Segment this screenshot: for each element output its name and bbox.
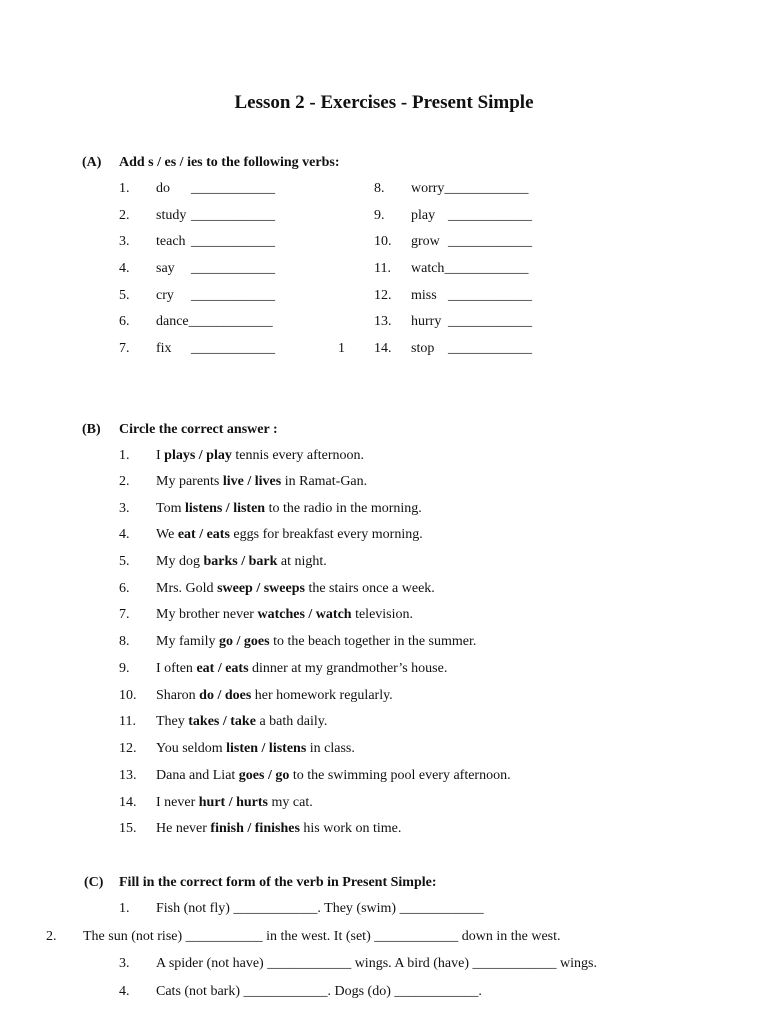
sentence-start: Sharon [156,688,200,703]
answer-choice[interactable]: live / lives [222,474,282,489]
item-number: 3. [119,956,130,971]
answer-blank: ____________ [191,208,275,223]
answer-choice[interactable]: eat / eats [177,527,230,542]
verb: do [156,181,170,196]
sentence [156,581,435,597]
item-text [411,208,532,224]
item-number: 14. [119,795,137,810]
item-number: 9. [119,661,130,676]
item-text [156,341,275,357]
item-number: 6. [119,581,130,596]
sentence [156,741,355,757]
item-text [411,341,532,357]
answer-choice[interactable]: sweep / sweeps [217,581,305,596]
item-text [411,261,528,277]
item-text [411,234,532,250]
sentence-end: to the swimming pool every afternoon. [289,768,511,783]
item-text [156,314,273,330]
answer-choice[interactable]: hurt / hurts [198,795,268,810]
answer-choice[interactable]: finish / finishes [210,821,300,836]
fill-in-sentence[interactable]: Cats (not bark) ____________. Dogs (do) ____________. [156,984,482,999]
item-text [156,208,275,224]
sentence-start: My family [156,634,219,649]
sentence [156,661,447,677]
page-number: 1 [338,341,345,356]
item-number: 7. [119,341,130,356]
sentence-end: at night. [277,554,327,569]
sentence-start: I never [156,795,199,810]
verb: study [156,208,187,223]
answer-blank: ____________ [191,261,275,276]
verb: play [411,208,436,223]
item-number: 14. [374,341,392,356]
sentence [156,795,313,811]
verb: worry [411,181,445,196]
sentence-end: in class. [306,741,355,756]
answer-blank: ____________ [191,181,275,196]
item-number: 12. [374,288,392,303]
sentence [156,448,364,464]
sentence-end: a bath daily. [255,714,328,729]
section-a-heading [82,155,340,171]
answer-blank: ____________ [444,181,529,196]
page-title: Lesson 2 - Exercises - Present Simple [234,92,534,113]
sentence [156,634,476,650]
item-number: 8. [374,181,385,196]
verb: cry [156,288,174,303]
sentence-end: television. [351,607,414,622]
verb: fix [156,341,172,356]
item-number: 12. [119,741,137,756]
item-number: 10. [374,234,392,249]
answer-choice[interactable]: go / goes [219,634,270,649]
sentence [156,554,327,570]
section-b-heading [82,422,278,438]
item-number: 11. [374,261,391,276]
answer-choice[interactable]: watches / watch [257,607,352,622]
section-c-letter: (C) [84,875,104,890]
item-number: 4. [119,527,130,542]
sentence-end: eggs for breakfast every morning. [229,527,423,542]
sentence-start: My parents [156,474,223,489]
item-number: 1. [119,901,130,916]
fill-in-sentence[interactable]: Fish (not fly) ____________. They (swim) ____________ [156,901,484,916]
sentence-end: tennis every afternoon. [231,448,365,463]
fill-in-sentence[interactable]: The sun (not rise) ___________ in the west. It (set) ____________ down in the west. [83,929,561,944]
sentence [156,714,327,730]
item-number: 1. [119,448,130,463]
item-number: 4. [119,261,130,276]
sentence [156,607,413,623]
verb: teach [156,234,186,249]
verb: watch [411,261,445,276]
sentence [156,688,393,704]
item-number: 4. [119,984,130,999]
item-text [156,181,275,197]
item-number: 13. [374,314,392,329]
answer-choice[interactable]: takes / take [188,714,256,729]
answer-blank: ____________ [448,341,532,356]
answer-choice[interactable]: plays / play [164,448,232,463]
item-number: 9. [374,208,385,223]
answer-choice[interactable]: barks / bark [203,554,278,569]
sentence-start: I [156,448,165,463]
sentence-start: My dog [156,554,204,569]
item-text [156,234,275,250]
item-number: 6. [119,314,130,329]
section-a-title: Add s / es / ies to the following verbs: [119,155,340,170]
answer-blank: ____________ [191,234,275,249]
item-number: 11. [119,714,136,729]
sentence-end: dinner at my grandmother’s house. [248,661,448,676]
answer-choice[interactable]: listens / listen [184,501,266,516]
answer-choice[interactable]: listen / listens [226,741,307,756]
fill-in-sentence[interactable]: A spider (not have) ____________ wings. A bird (have) ____________ wings. [156,956,597,971]
verb: grow [411,234,440,249]
item-number: 2. [119,474,130,489]
section-b-letter: (B) [82,422,101,437]
item-number: 1. [119,181,130,196]
sentence [156,821,401,837]
verb: say [156,261,175,276]
sentence-start: My brother never [156,607,258,622]
sentence-end: to the radio in the morning. [265,501,422,516]
verb: dance [156,314,189,329]
sentence-start: Dana and Liat [156,768,239,783]
sentence-start: I often [156,661,197,676]
sentence-start: Tom [156,501,185,516]
verb: miss [411,288,437,303]
sentence-end: the stairs once a week. [304,581,435,596]
sentence [156,768,511,784]
sentence [156,474,367,490]
sentence-start: He never [156,821,211,836]
item-number: 15. [119,821,137,836]
item-number: 2. [119,208,130,223]
item-text [411,288,532,304]
sentence-end: her homework regularly. [251,688,393,703]
answer-choice[interactable]: eat / eats [196,661,249,676]
sentence-end: in Ramat-Gan. [281,474,368,489]
answer-blank: ____________ [191,341,275,356]
item-number: 2. [46,929,57,944]
item-text [411,314,532,330]
sentence-end: my cat. [268,795,313,810]
answer-blank: ____________ [448,314,532,329]
sentence-start: We [156,527,178,542]
verb: hurry [411,314,442,329]
item-number: 7. [119,607,130,622]
item-number: 3. [119,501,130,516]
sentence-start: Mrs. Gold [156,581,218,596]
sentence [156,527,423,543]
answer-blank: ____________ [188,314,273,329]
item-number: 13. [119,768,137,783]
answer-blank: ____________ [448,208,532,223]
sentence-start: They [156,714,189,729]
section-c-title: Fill in the correct form of the verb in Present Simple: [119,875,437,890]
answer-blank: ____________ [448,288,532,303]
sentence-end: his work on time. [299,821,402,836]
item-text [156,288,275,304]
item-number: 10. [119,688,137,703]
item-text [156,261,275,277]
answer-blank: ____________ [448,234,532,249]
verb: stop [411,341,435,356]
answer-blank: ____________ [191,288,275,303]
item-number: 3. [119,234,130,249]
answer-choice[interactable]: goes / go [238,768,290,783]
item-number: 8. [119,634,130,649]
sentence-start: You seldom [156,741,227,756]
item-number: 5. [119,288,130,303]
answer-choice[interactable]: do / does [199,688,252,703]
section-b-title: Circle the correct answer : [119,422,278,437]
item-number: 5. [119,554,130,569]
sentence-end: to the beach together in the summer. [269,634,477,649]
answer-blank: ____________ [444,261,529,276]
section-c-heading [84,875,437,891]
sentence [156,501,422,517]
item-text [411,181,528,197]
section-a-letter: (A) [82,155,102,170]
